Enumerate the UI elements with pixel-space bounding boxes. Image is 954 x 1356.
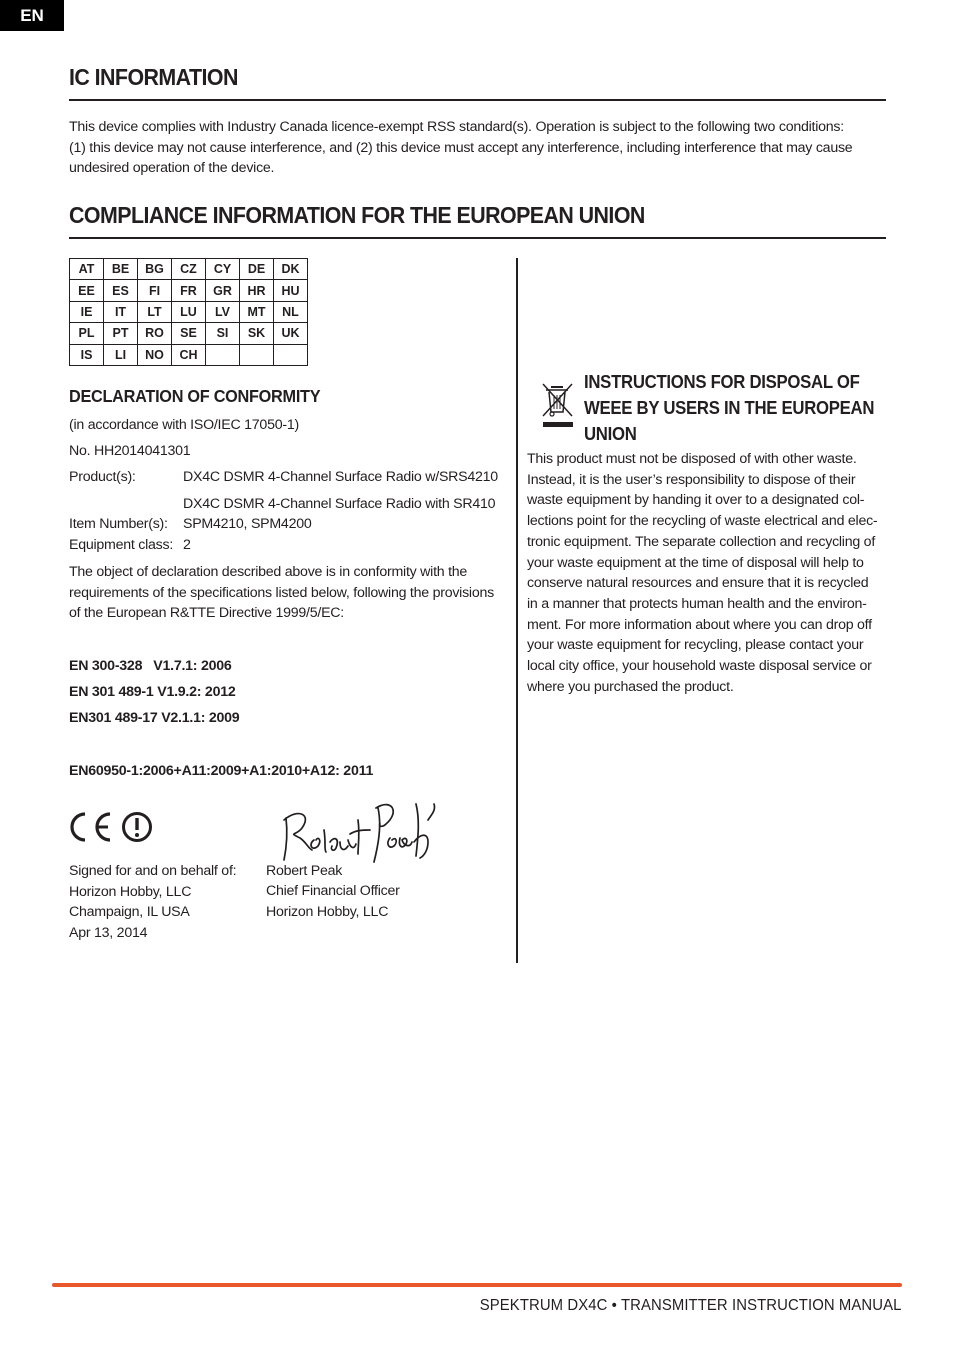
country-cell: IT <box>104 301 138 322</box>
weee-heading-line: UNION <box>584 424 637 444</box>
country-cell: AT <box>70 259 104 280</box>
signed-line: Horizon Hobby, LLC <box>69 884 192 900</box>
weee-line: local city office, your household waste disposal service or <box>527 658 872 675</box>
paragraph-line: requirements of the specifications listed below, following the provisions <box>69 584 494 601</box>
country-cell <box>206 344 240 365</box>
signer-line: Chief Financial Officer <box>266 883 400 899</box>
ce-alert-mark-icon <box>69 810 159 844</box>
signed-line: Champaign, IL USA <box>69 904 190 920</box>
weee-line: conserve natural resources and ensure that it is recycled <box>527 575 869 592</box>
country-cell: CY <box>206 259 240 280</box>
column-divider <box>516 258 518 963</box>
declaration-heading: DECLARATION OF CONFORMITY <box>69 386 321 406</box>
eu-heading-rule <box>69 237 886 239</box>
country-cell <box>240 344 274 365</box>
country-cell: FR <box>172 280 206 301</box>
country-cell: LI <box>104 344 138 365</box>
language-tab: EN <box>0 0 64 31</box>
standard-item: EN 300-328 V1.7.1: 2006 <box>69 658 232 674</box>
weee-heading-line: INSTRUCTIONS FOR DISPOSAL OF <box>584 372 860 392</box>
country-row <box>70 259 308 280</box>
item-number-label: Item Number(s): <box>69 516 168 532</box>
ic-line: This device complies with Industry Canada licence-exempt RSS standard(s). Operation is subject to the following two conditions: <box>69 119 844 135</box>
country-cell: UK <box>274 323 308 344</box>
country-row <box>70 301 308 322</box>
country-cell: HR <box>240 280 274 301</box>
country-cell: RO <box>138 323 172 344</box>
weee-line: where you purchased the product. <box>527 678 734 695</box>
standard-item: EN 301 489-1 V1.9.2: 2012 <box>69 684 236 700</box>
country-cell <box>274 344 308 365</box>
weee-line: Instead, it is the user’s responsibility to dispose of their <box>527 471 856 488</box>
country-cell: SK <box>240 323 274 344</box>
signed-line: Apr 13, 2014 <box>69 925 148 941</box>
country-table <box>69 258 308 366</box>
weee-heading-line: WEEE BY USERS IN THE EUROPEAN <box>584 398 875 418</box>
country-cell: ES <box>104 280 138 301</box>
country-cell: PT <box>104 323 138 344</box>
footer-rule <box>52 1283 902 1287</box>
ic-line: (1) this device may not cause interference, and (2) this device must accept any interference, including interference that may cause <box>69 139 853 156</box>
weee-line: your waste equipment for recycling, please contact your <box>527 637 864 654</box>
declaration-paragraph <box>69 562 509 624</box>
crossed-out-wheelie-bin-icon <box>541 382 575 430</box>
weee-text <box>527 449 889 697</box>
equipment-class-label: Equipment class: <box>69 537 174 553</box>
country-cell: NO <box>138 344 172 365</box>
country-row <box>70 280 308 301</box>
weee-line: tronic equipment. The separate collection and recycling of <box>527 533 876 550</box>
standard-item-extra: EN60950-1:2006+A11:2009+A1:2010+A12: 2011 <box>69 763 374 779</box>
country-cell: CH <box>172 344 206 365</box>
country-cell: BE <box>104 259 138 280</box>
country-row <box>70 323 308 344</box>
weee-line: lections point for the recycling of waste electrical and elec- <box>527 513 878 530</box>
products-label: Product(s): <box>69 469 136 485</box>
handwritten-signature <box>278 790 438 865</box>
signer-line: Horizon Hobby, LLC <box>266 904 389 920</box>
ic-heading: IC INFORMATION <box>69 64 238 90</box>
weee-line: This product must not be disposed of with other waste. <box>527 451 857 467</box>
country-cell: DK <box>274 259 308 280</box>
country-cell: HU <box>274 280 308 301</box>
country-cell: NL <box>274 301 308 322</box>
footer-title: SPEKTRUM DX4C • TRANSMITTER INSTRUCTION MANUAL <box>479 1297 901 1314</box>
country-cell: LU <box>172 301 206 322</box>
country-cell: SE <box>172 323 206 344</box>
country-cell: BG <box>138 259 172 280</box>
declaration-accordance: (in accordance with ISO/IEC 17050-1) <box>69 417 299 433</box>
signed-line: Signed for and on behalf of: <box>69 863 237 879</box>
country-cell: MT <box>240 301 274 322</box>
country-cell: IE <box>70 301 104 322</box>
product-2: DX4C DSMR 4-Channel Surface Radio with SR410 <box>183 496 496 512</box>
ic-line: undesired operation of the device. <box>69 160 275 177</box>
ic-heading-rule <box>69 99 886 101</box>
product-1: DX4C DSMR 4-Channel Surface Radio w/SRS4210 <box>183 469 498 485</box>
country-cell: IS <box>70 344 104 365</box>
equipment-class-value: 2 <box>183 537 191 553</box>
weee-line: your waste equipment at the time of disposal will help to <box>527 554 864 571</box>
country-cell: EE <box>70 280 104 301</box>
country-cell: CZ <box>172 259 206 280</box>
country-cell: DE <box>240 259 274 280</box>
country-cell: SI <box>206 323 240 344</box>
country-cell: LT <box>138 301 172 322</box>
standard-item: EN301 489-17 V2.1.1: 2009 <box>69 710 240 726</box>
paragraph-line: The object of declaration described above is in conformity with the <box>69 564 468 580</box>
country-row <box>70 344 308 365</box>
country-cell: PL <box>70 323 104 344</box>
weee-line: ment. For more information about where you can drop off <box>527 616 872 633</box>
country-cell: LV <box>206 301 240 322</box>
paragraph-line: of the European R&TTE Directive 1999/5/EC: <box>69 605 344 622</box>
weee-line: waste equipment by handing it over to a designated col- <box>527 492 865 509</box>
country-cell: FI <box>138 280 172 301</box>
declaration-number: No. HH2014041301 <box>69 443 191 459</box>
country-cell: GR <box>206 280 240 301</box>
item-number-value: SPM4210, SPM4200 <box>183 516 312 532</box>
signer-line: Robert Peak <box>266 863 343 879</box>
eu-heading: COMPLIANCE INFORMATION FOR THE EUROPEAN UNION <box>69 202 645 228</box>
ic-text <box>69 117 889 179</box>
weee-heading <box>584 369 891 447</box>
weee-line: in a manner that protects human health and the environ- <box>527 595 867 612</box>
